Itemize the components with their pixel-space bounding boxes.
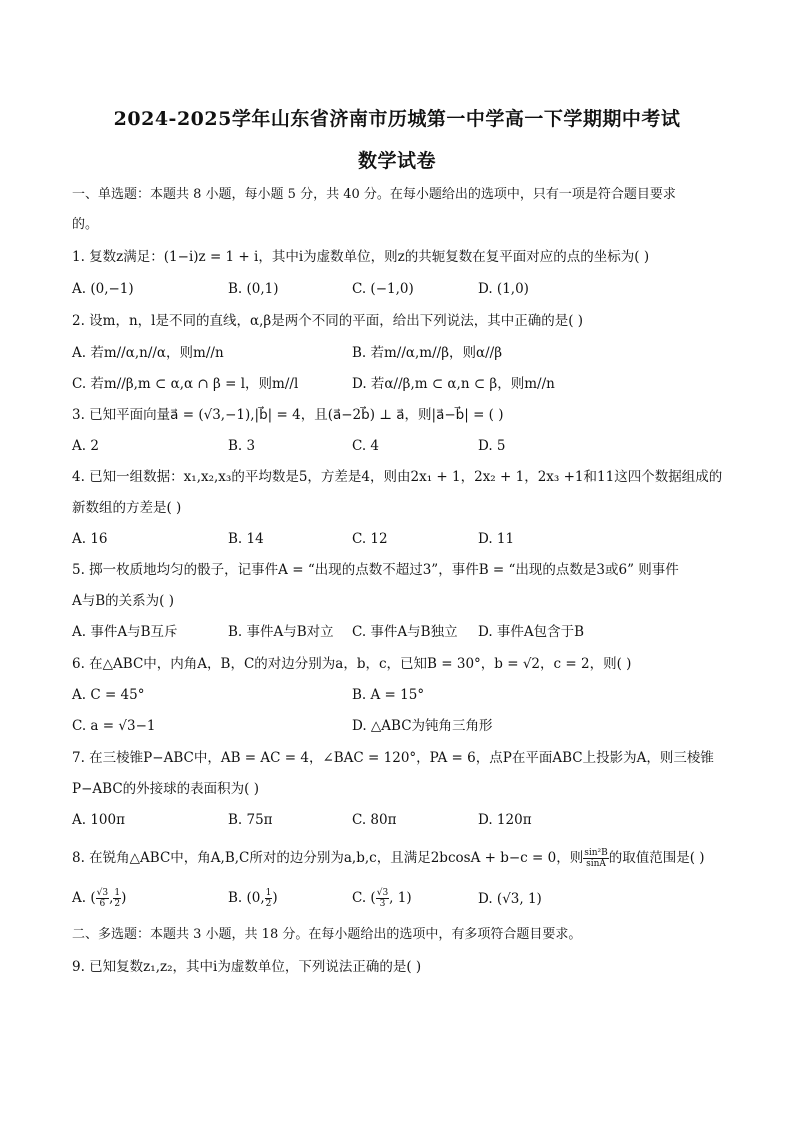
question-4-stem: 4. 已知一组数据：x₁,x₂,x₃的平均数是5，方差是4，则由2x₁ + 1，2x₂ + 1，2x₃ +1和11这四个数据组成的 bbox=[72, 469, 723, 485]
fraction-numerator: sin²B bbox=[584, 848, 608, 858]
question-7-option-d: D. 120π bbox=[478, 812, 532, 828]
fraction-denominator: 3 bbox=[379, 899, 386, 909]
question-4-option-b: B. 14 bbox=[228, 531, 264, 547]
question-1-stem: 1. 复数z满足：(1−i)z = 1 + i，其中i为虚数单位，则z的共轭复数在复平面对应的点的坐标为( ) bbox=[72, 249, 650, 265]
question-8-option-b bbox=[228, 888, 278, 909]
question-5-option-b: B. 事件A与B对立 bbox=[228, 624, 334, 640]
question-7-stem: 7. 在三棱锥P−ABC中，AB = AC = 4，∠BAC = 120°，PA = 6，点P在平面ABC上投影为A，则三棱锥 bbox=[72, 750, 714, 766]
fraction-numerator: 1 bbox=[265, 888, 272, 898]
question-3-option-d: D. 5 bbox=[478, 438, 506, 454]
question-2-option-a: A. 若m//α,n//α，则m//n bbox=[72, 345, 224, 361]
question-6-option-d: D. △ABC为钝角三角形 bbox=[352, 718, 493, 734]
question-2-stem: 2. 设m，n，l是不同的直线，α,β是两个不同的平面，给出下列说法，其中正确的是( ) bbox=[72, 313, 584, 329]
question-6-option-a: A. C = 45° bbox=[72, 687, 145, 703]
question-8-stem-end: 的取值范围是( ) bbox=[608, 850, 705, 866]
question-4-option-c: C. 12 bbox=[352, 531, 388, 547]
question-8-stem bbox=[72, 848, 705, 869]
section1-heading-cont: 的。 bbox=[72, 217, 99, 232]
question-5-option-a: A. 事件A与B互斥 bbox=[72, 624, 178, 640]
question-8-option-c bbox=[352, 888, 412, 909]
question-1-option-b: B. (0,1) bbox=[228, 281, 279, 297]
fraction-numerator: 1 bbox=[114, 888, 121, 898]
question-6-option-b: B. A = 15° bbox=[352, 687, 425, 703]
fraction bbox=[376, 888, 389, 909]
question-3-option-a: A. 2 bbox=[72, 438, 99, 454]
question-1-option-a: A. (0,−1) bbox=[72, 281, 134, 297]
option-close: ) bbox=[272, 890, 278, 906]
option-label: A. ( bbox=[72, 890, 96, 906]
question-4-option-d: D. 11 bbox=[478, 531, 515, 547]
fraction-denominator: sinA bbox=[586, 859, 606, 869]
question-2-option-d: D. 若α//β,m ⊂ α,n ⊂ β，则m//n bbox=[352, 376, 555, 392]
question-3-option-b: B. 3 bbox=[228, 438, 256, 454]
question-6-stem: 6. 在△ABC中，内角A，B，C的对边分别为a，b，c，已知B = 30°，b = √2，c = 2，则( ) bbox=[72, 656, 632, 672]
fraction-numerator: √3 bbox=[376, 888, 389, 898]
option-close: , 1) bbox=[389, 890, 412, 906]
exam-title: 2024-2025学年山东省济南市历城第一中学高一下学期期中考试 bbox=[113, 108, 681, 130]
question-6-option-c: C. a = √3−1 bbox=[72, 718, 156, 734]
question-1-option-d: D. (1,0) bbox=[478, 281, 529, 297]
question-8-stem-text: 8. 在锐角△ABC中，角A,B,C所对的边分别为a,b,c，且满足2bcosA + b−c = 0，则 bbox=[72, 850, 584, 866]
question-9-stem: 9. 已知复数z₁,z₂，其中i为虚数单位，下列说法正确的是( ) bbox=[72, 959, 422, 975]
exam-subtitle: 数学试卷 bbox=[357, 150, 436, 172]
question-3-stem: 3. 已知平面向量a⃗ = (√3,−1),|b⃗| = 4，且(a⃗−2b⃗) ⊥ a⃗，则|a⃗−b⃗| = ( ) bbox=[72, 407, 504, 423]
question-5-stem: 5. 掷一枚质地均匀的骰子，记事件A = “出现的点数不超过3”，事件B = “出现的点数是3或6” 则事件 bbox=[72, 562, 679, 578]
question-8-fraction bbox=[583, 848, 609, 869]
fraction bbox=[96, 888, 109, 909]
section2-heading: 二、多选题：本题共 3 小题，共 18 分。在每小题给出的选项中，有多项符合题目要求。 bbox=[72, 927, 582, 942]
question-1-option-c: C. (−1,0) bbox=[352, 281, 414, 297]
question-7-option-b: B. 75π bbox=[228, 812, 273, 828]
question-5-option-d: D. 事件A包含于B bbox=[478, 624, 585, 640]
question-8-option-a: A. ( $\frac{√3}{6}$ , $\frac{1}{2}$ ) bbox=[72, 888, 127, 909]
section1-heading: 一、单选题：本题共 8 小题，每小题 5 分，共 40 分。在每小题给出的选项中，只有一项是符合题目要求 bbox=[72, 187, 676, 202]
question-8-option-d: D. (√3, 1) bbox=[478, 891, 542, 907]
question-5-stem-cont: A与B的关系为( ) bbox=[72, 593, 174, 609]
fraction-denominator: 2 bbox=[265, 899, 272, 909]
question-7-stem-cont: P−ABC的外接球的表面积为( ) bbox=[72, 781, 259, 797]
fraction bbox=[113, 888, 121, 909]
question-2-option-c: C. 若m//β,m ⊂ α,α ∩ β = l，则m//l bbox=[72, 376, 299, 392]
question-2-option-b: B. 若m//α,m//β，则α//β bbox=[352, 345, 503, 361]
option-label: B. (0, bbox=[228, 890, 265, 906]
option-close: ) bbox=[121, 890, 127, 906]
fraction-denominator: 2 bbox=[114, 899, 121, 909]
question-5-option-c: C. 事件A与B独立 bbox=[352, 624, 458, 640]
question-7-option-a: A. 100π bbox=[72, 812, 125, 828]
question-7-option-c: C. 80π bbox=[352, 812, 397, 828]
fraction-numerator: √3 bbox=[96, 888, 109, 898]
option-label: C. ( bbox=[352, 890, 376, 906]
question-4-option-a: A. 16 bbox=[72, 531, 108, 547]
question-4-stem-cont: 新数组的方差是( ) bbox=[72, 500, 182, 516]
fraction-denominator: 6 bbox=[99, 899, 106, 909]
question-3-option-c: C. 4 bbox=[352, 438, 380, 454]
